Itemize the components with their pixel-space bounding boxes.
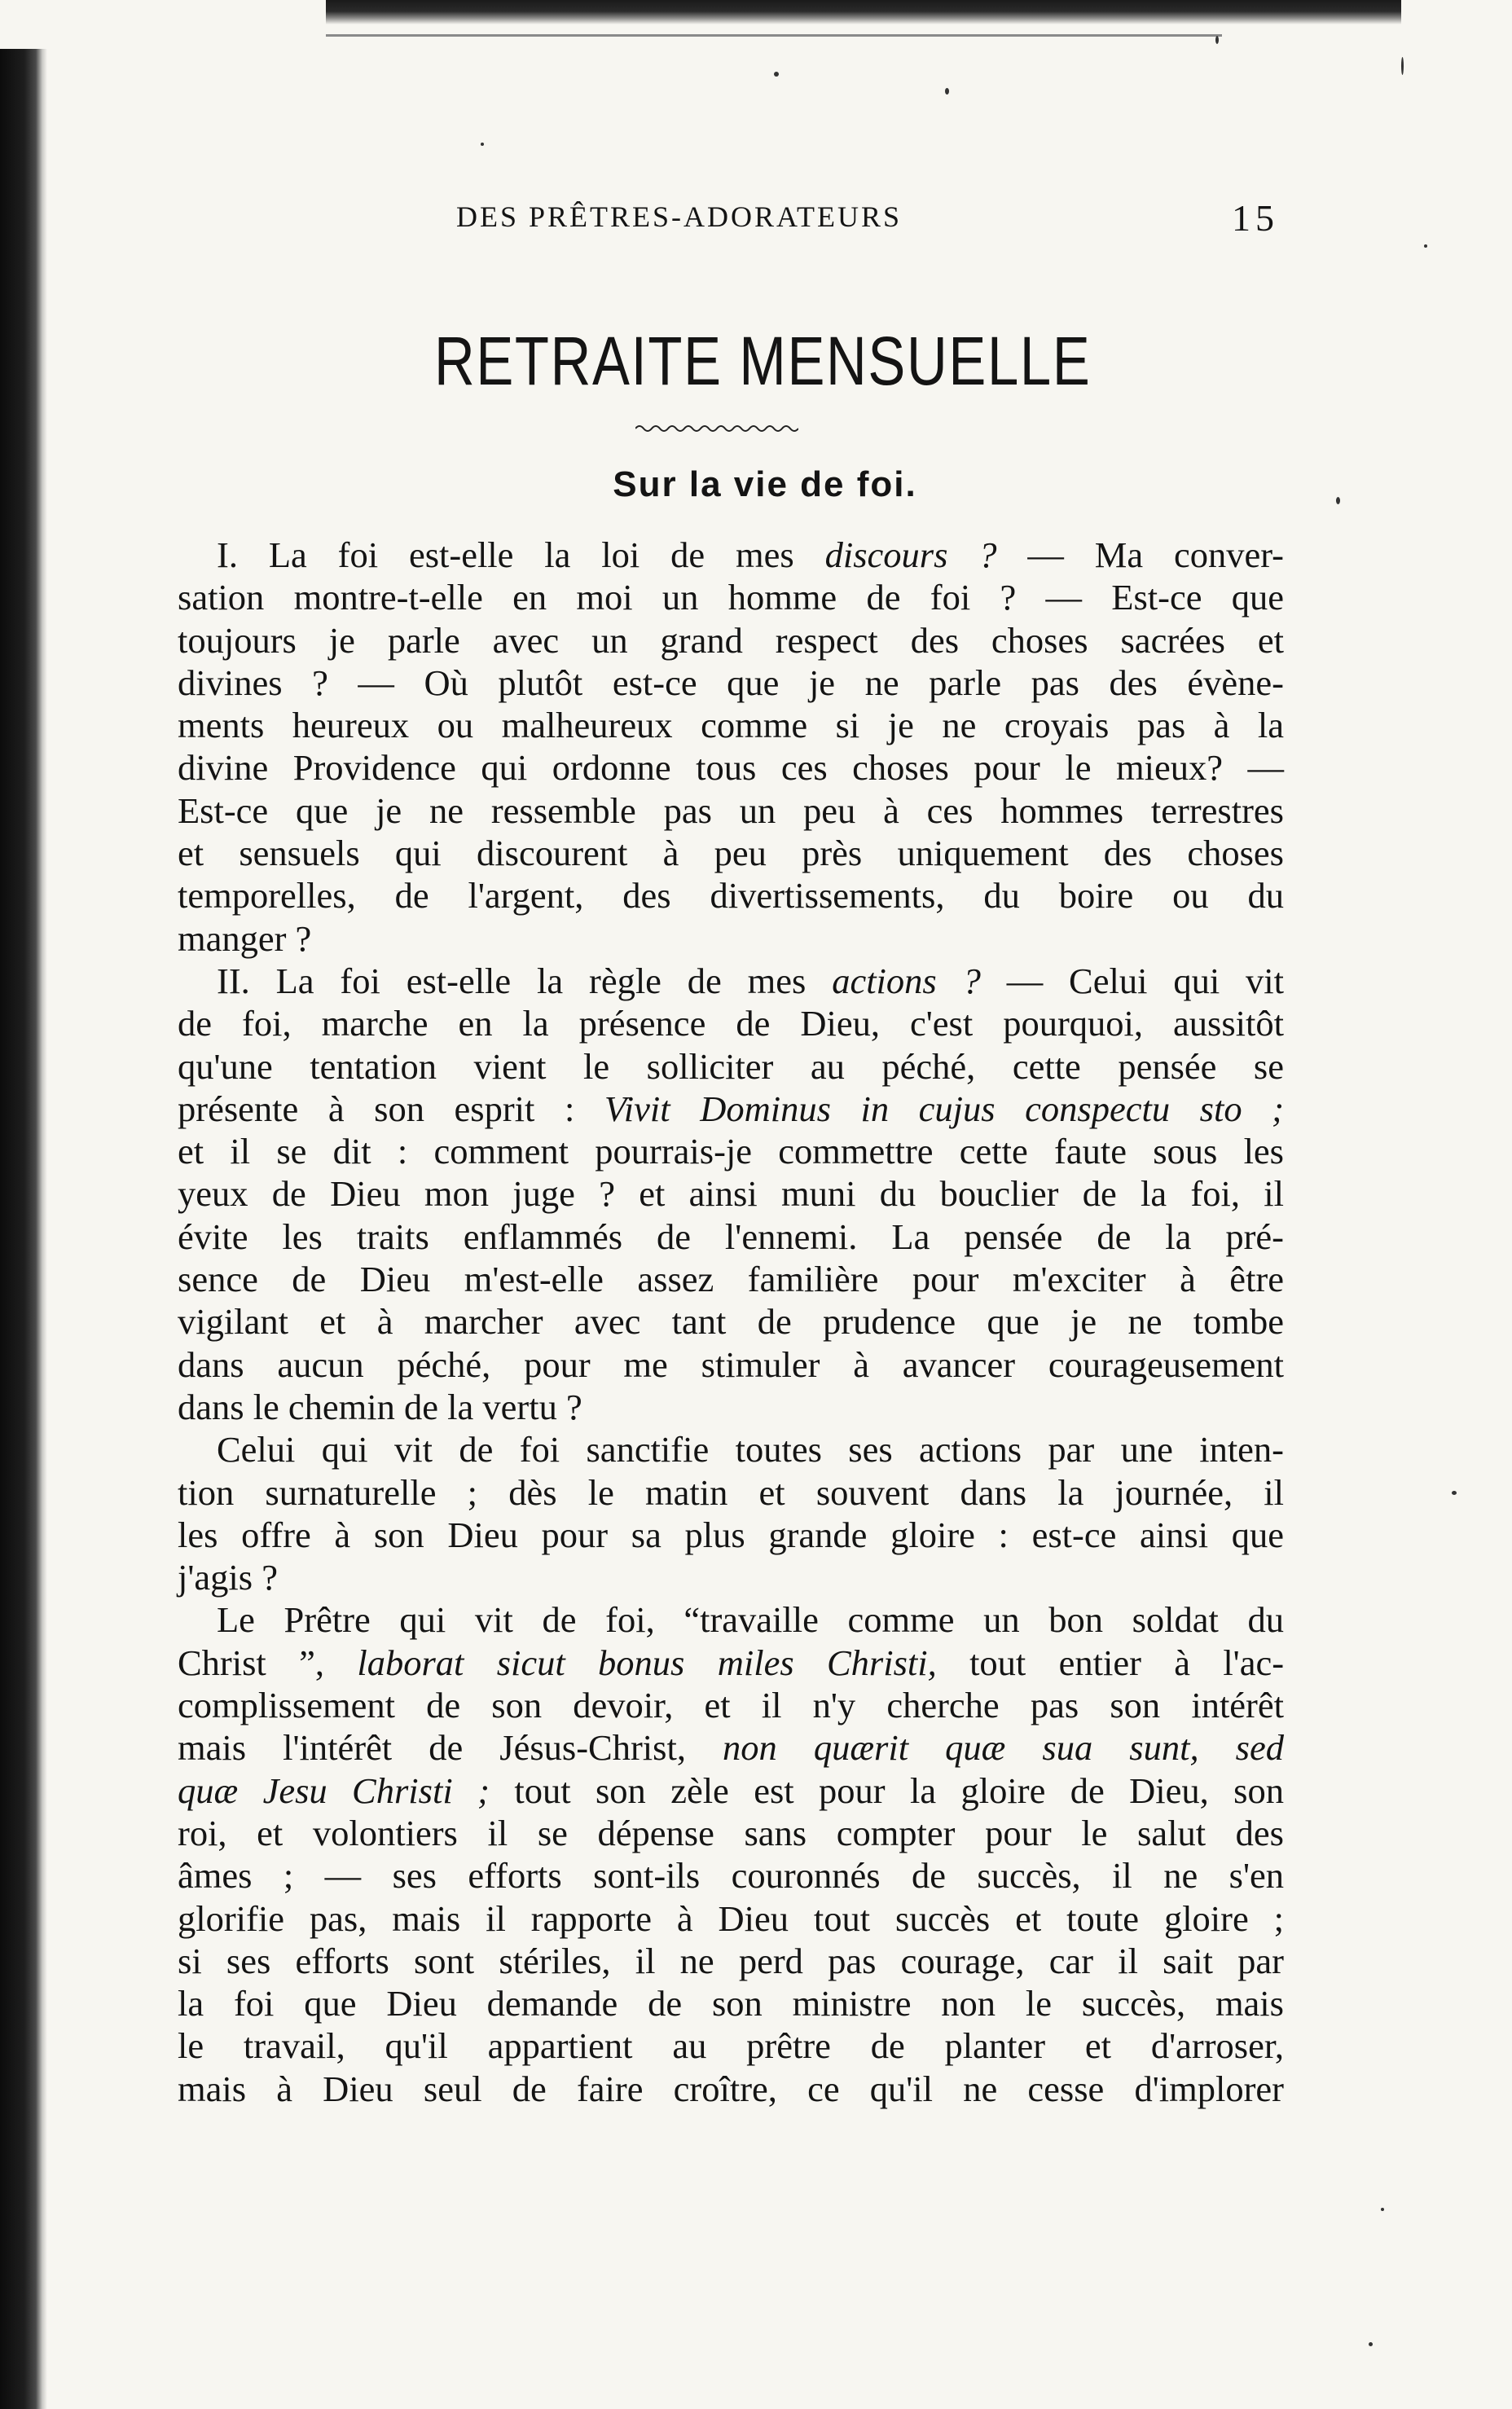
text-run: j'agis ?: [178, 1557, 278, 1598]
body-text: [178, 534, 1284, 2110]
text-line: [178, 1172, 1284, 1215]
text-run: le travail, qu'il appartient au prêtre de planter et d'arroser,: [178, 2025, 1284, 2067]
text-line: [178, 832, 1284, 874]
text-line: [178, 960, 1284, 1002]
text-line: [178, 1684, 1284, 1726]
text-line: [178, 1258, 1284, 1300]
text-line: [178, 1300, 1284, 1343]
latin-italic-text: Vivit Dominus in cujus conspectu sto ;: [604, 1088, 1284, 1129]
text-run: glorifie pas, mais il rapporte à Dieu tout succès et toute gloire ;: [178, 1897, 1284, 1939]
page-number: 15: [1232, 197, 1279, 239]
text-run: si ses efforts sont stériles, il ne perd pas courage, car il sait par: [178, 1940, 1284, 1981]
text-run: II. La foi est-elle la règle de mes: [217, 960, 833, 1001]
text-run: Est-ce que je ne ressemble pas un peu à ces hommes terrestres: [178, 789, 1284, 831]
latin-italic-text: discours ?: [824, 534, 997, 575]
text-run: — Ma conver-: [996, 534, 1284, 575]
text-run: temporelles, de l'argent, des divertissements, du boire ou du: [178, 875, 1284, 917]
paragraph: [178, 960, 1284, 1428]
text-line: [178, 1556, 1284, 1598]
scan-top-rule: [326, 34, 1222, 37]
text-line: [178, 2068, 1284, 2110]
subtitle: Sur la vie de foi.: [613, 464, 917, 504]
text-line: [178, 704, 1284, 746]
wavy-rule-ornament: [635, 422, 798, 435]
section-title: RETRAITE MENSUELLE: [433, 323, 1092, 399]
text-run: sence de Dieu m'est-elle assez familière pour m'exciter à être: [178, 1259, 1284, 1300]
text-line: [178, 662, 1284, 704]
text-run: manger ?: [178, 917, 312, 959]
latin-italic-text: actions ?: [832, 960, 981, 1001]
text-run: qu'une tentation vient le solliciter au péché, cette pensée se: [178, 1045, 1284, 1087]
text-run: divines ? — Où plutôt est-ce que je ne parle pas des évène-: [178, 662, 1284, 703]
text-line: [178, 1514, 1284, 1556]
text-line: [178, 1471, 1284, 1514]
text-run: sation montre-t-elle en moi un homme de foi ? — Est-ce que: [178, 577, 1284, 618]
paragraph: [178, 1428, 1284, 1598]
text-run: vigilant et à marcher avec tant de prudence que je ne tombe: [178, 1301, 1284, 1343]
paragraph: [178, 534, 1284, 960]
text-line: [178, 1045, 1284, 1088]
running-title: DES PRÊTRES-ADORATEURS: [456, 200, 903, 233]
text-line: [178, 917, 1284, 960]
running-header: [456, 197, 1279, 248]
text-line: [178, 1812, 1284, 1854]
text-run: mais à Dieu seul de faire croître, ce qu'il ne cesse d'implorer: [178, 2068, 1284, 2109]
text-line: [178, 1642, 1284, 1684]
text-run: les offre à son Dieu pour sa plus grande gloire : est-ce ainsi que: [178, 1514, 1284, 1555]
text-run: et il se dit : comment pourrais-je commettre cette faute sous les: [178, 1131, 1284, 1172]
text-line: [178, 576, 1284, 618]
text-run: — Celui qui vit: [980, 960, 1285, 1001]
text-line: [178, 789, 1284, 832]
text-run: toujours je parle avec un grand respect des choses sacrées et: [178, 619, 1284, 661]
text-run: tion surnaturelle ; dès le matin et souvent dans la journée, il: [178, 1471, 1284, 1513]
text-run: Christ ”,: [178, 1642, 358, 1683]
text-line: [178, 1215, 1284, 1258]
text-run: dans le chemin de la vertu ?: [178, 1386, 582, 1427]
text-line: [178, 1088, 1284, 1130]
text-line: [178, 1343, 1284, 1386]
scan-binding-shadow: [0, 49, 47, 2409]
text-run: la foi que Dieu demande de son ministre non le succès, mais: [178, 1983, 1284, 2024]
text-line: [178, 1769, 1284, 1812]
text-run: ments heureux ou malheureux comme si je ne croyais pas à la: [178, 705, 1284, 746]
text-run: dans aucun péché, pour me stimuler à avancer courageusement: [178, 1343, 1284, 1385]
text-run: divine Providence qui ordonne tous ces choses pour le mieux? —: [178, 747, 1284, 789]
text-line: [178, 1386, 1284, 1428]
text-run: tout entier à l'ac-: [936, 1642, 1285, 1683]
text-run: et sensuels qui discourent à peu près uniquement des choses: [178, 833, 1284, 874]
text-run: Le Prêtre qui vit de foi, “travaille comme un bon soldat du: [217, 1599, 1284, 1641]
text-line: [178, 2024, 1284, 2067]
text-line: [178, 1598, 1284, 1641]
text-run: de foi, marche en la présence de Dieu, c'est pourquoi, aussitôt: [178, 1003, 1284, 1044]
text-run: Celui qui vit de foi sanctifie toutes ses actions par une inten-: [217, 1429, 1284, 1470]
paragraph: [178, 1598, 1284, 2110]
scan-top-edge: [326, 0, 1401, 24]
text-line: [178, 1940, 1284, 1982]
text-run: yeux de Dieu mon juge ? et ainsi muni du bouclier de la foi, il: [178, 1173, 1284, 1215]
latin-italic-text: laborat sicut bonus miles Christi,: [357, 1642, 937, 1683]
text-run: I. La foi est-elle la loi de mes: [217, 534, 825, 575]
text-run: présente à son esprit :: [178, 1088, 604, 1129]
text-line: [178, 746, 1284, 789]
text-run: mais l'intérêt de Jésus-Christ,: [178, 1727, 723, 1769]
text-line: [178, 534, 1284, 576]
text-run: âmes ; — ses efforts sont-ils couronnés de succès, il ne s'en: [178, 1855, 1284, 1897]
text-run: tout son zèle est pour la gloire de Dieu, son: [489, 1769, 1284, 1811]
text-line: [178, 1726, 1284, 1769]
text-line: [178, 619, 1284, 662]
latin-italic-text: quæ Jesu Christi ;: [178, 1769, 490, 1811]
text-line: [178, 1854, 1284, 1897]
text-line: [178, 1428, 1284, 1470]
latin-italic-text: non quærit quæ sua sunt, sed: [723, 1727, 1284, 1769]
text-line: [178, 1982, 1284, 2024]
text-run: évite les traits enflammés de l'ennemi. La pensée de la pré-: [178, 1215, 1284, 1257]
text-line: [178, 1002, 1284, 1044]
text-run: complissement de son devoir, et il n'y cherche pas son intérêt: [178, 1685, 1284, 1726]
text-line: [178, 1130, 1284, 1172]
text-line: [178, 874, 1284, 917]
text-line: [178, 1897, 1284, 1940]
text-run: roi, et volontiers il se dépense sans compter pour le salut des: [178, 1812, 1284, 1853]
